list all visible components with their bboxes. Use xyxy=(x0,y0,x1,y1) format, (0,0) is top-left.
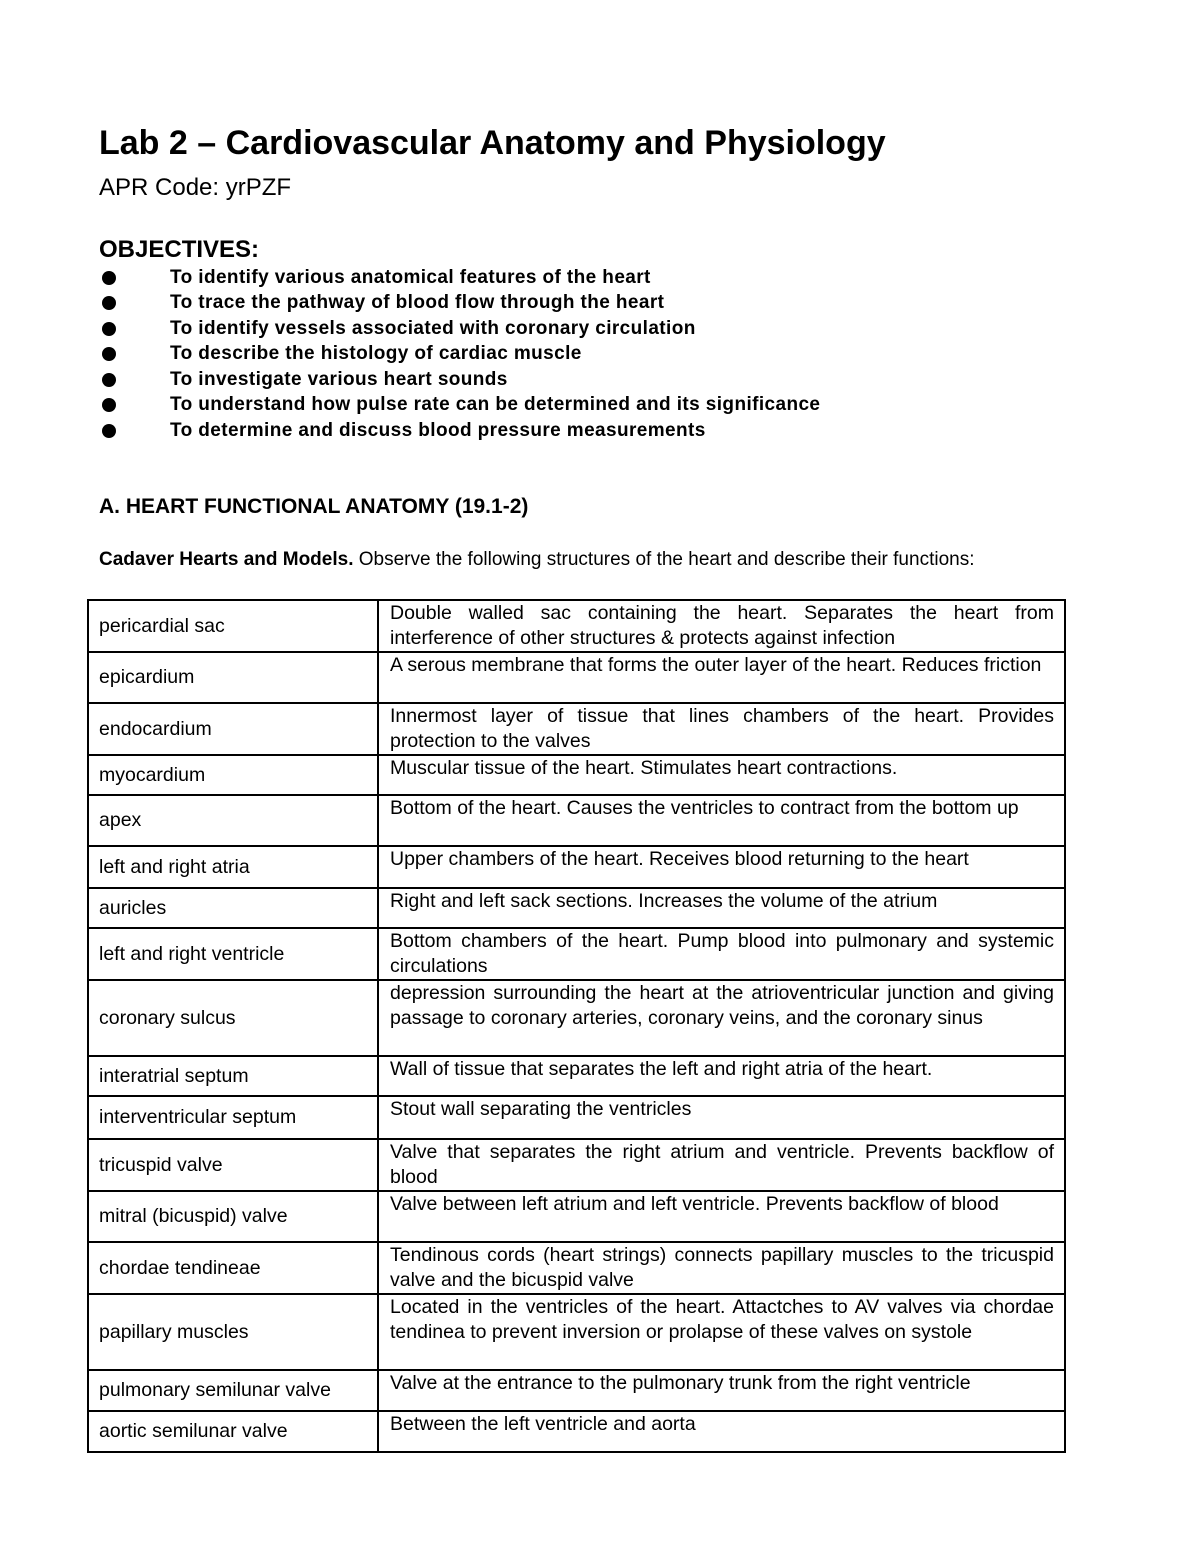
table-row xyxy=(88,600,1065,652)
structure-term: pericardial sac xyxy=(88,600,378,652)
structure-term: tricuspid valve xyxy=(88,1139,378,1191)
structure-description: Wall of tissue that separates the left and right atria of the heart. xyxy=(378,1056,1065,1096)
structure-description: Upper chambers of the heart. Receives blood returning to the heart xyxy=(378,846,1065,888)
structure-description: Valve that separates the right atrium and ventricle. Prevents backflow of blood xyxy=(378,1139,1065,1191)
table-row xyxy=(88,755,1065,795)
structure-description: Bottom chambers of the heart. Pump blood into pulmonary and systemic circulations xyxy=(378,928,1065,980)
table-row xyxy=(88,703,1065,755)
apr-code: APR Code: yrPZF xyxy=(99,174,292,201)
structure-term: aortic semilunar valve xyxy=(88,1411,378,1452)
table-row xyxy=(88,652,1065,703)
structure-description: Right and left sack sections. Increases the volume of the atrium xyxy=(378,888,1065,928)
structure-term: papillary muscles xyxy=(88,1294,378,1370)
bullet-icon xyxy=(102,398,116,412)
structure-description: Tendinous cords (heart strings) connects papillary muscles to the tricuspid valve and the bicuspid valve xyxy=(378,1242,1065,1294)
objective-item xyxy=(99,316,820,342)
table-row xyxy=(88,795,1065,846)
structure-term: pulmonary semilunar valve xyxy=(88,1370,378,1411)
structure-description: Located in the ventricles of the heart. Attactches to AV valves via chordae tendinea to prevent inversion or prolapse of these valves on systole xyxy=(378,1294,1065,1370)
intro-bold-text: Cadaver Hearts and Models. xyxy=(99,549,354,570)
structure-description: A serous membrane that forms the outer layer of the heart. Reduces friction xyxy=(378,652,1065,703)
bullet-icon xyxy=(102,322,116,336)
table-row xyxy=(88,888,1065,928)
structure-description: Double walled sac containing the heart. Separates the heart from interference of other structures & protects against infection xyxy=(378,600,1065,652)
objectives-heading: OBJECTIVES: xyxy=(99,236,260,263)
objective-text: To identify various anatomical features of the heart xyxy=(170,266,651,288)
table-row xyxy=(88,1242,1065,1294)
structure-description: depression surrounding the heart at the atrioventricular junction and giving passage to coronary arteries, coronary veins, and the coronary sinus xyxy=(378,980,1065,1056)
objective-item xyxy=(99,291,820,317)
bullet-icon xyxy=(102,271,116,285)
structure-description: Stout wall separating the ventricles xyxy=(378,1096,1065,1139)
structure-term: mitral (bicuspid) valve xyxy=(88,1191,378,1242)
section-a-intro xyxy=(99,549,974,571)
objective-text: To describe the histology of cardiac muscle xyxy=(170,343,582,365)
objective-item xyxy=(99,265,820,291)
page-title: Lab 2 – Cardiovascular Anatomy and Physiology xyxy=(99,124,886,162)
bullet-icon xyxy=(102,347,116,361)
structure-term: left and right ventricle xyxy=(88,928,378,980)
objective-text: To determine and discuss blood pressure measurements xyxy=(170,419,706,441)
bullet-icon xyxy=(102,424,116,438)
objective-item xyxy=(99,418,820,444)
table-row xyxy=(88,980,1065,1056)
structure-description: Valve at the entrance to the pulmonary trunk from the right ventricle xyxy=(378,1370,1065,1411)
table-row xyxy=(88,1191,1065,1242)
table-row xyxy=(88,1056,1065,1096)
structure-term: endocardium xyxy=(88,703,378,755)
objective-text: To identify vessels associated with coronary circulation xyxy=(170,317,696,339)
objective-text: To investigate various heart sounds xyxy=(170,368,508,390)
structure-term: interventricular septum xyxy=(88,1096,378,1139)
objective-item xyxy=(99,393,820,419)
structure-term: interatrial septum xyxy=(88,1056,378,1096)
table-row xyxy=(88,846,1065,888)
objective-text: To trace the pathway of blood flow through the heart xyxy=(170,292,665,314)
objective-item xyxy=(99,367,820,393)
table-row xyxy=(88,928,1065,980)
structure-term: epicardium xyxy=(88,652,378,703)
objective-item xyxy=(99,342,820,368)
table-row xyxy=(88,1139,1065,1191)
objective-text: To understand how pulse rate can be determined and its significance xyxy=(170,394,821,416)
structure-description: Between the left ventricle and aorta xyxy=(378,1411,1065,1452)
section-a-heading: A. HEART FUNCTIONAL ANATOMY (19.1-2) xyxy=(99,495,529,518)
intro-text: Observe the following structures of the heart and describe their functions: xyxy=(353,549,975,570)
structure-term: coronary sulcus xyxy=(88,980,378,1056)
structure-term: auricles xyxy=(88,888,378,928)
structure-term: left and right atria xyxy=(88,846,378,888)
heart-structures-table xyxy=(87,599,1066,1453)
bullet-icon xyxy=(102,296,116,310)
structure-term: apex xyxy=(88,795,378,846)
structure-description: Bottom of the heart. Causes the ventricles to contract from the bottom up xyxy=(378,795,1065,846)
table-row xyxy=(88,1370,1065,1411)
structure-description: Valve between left atrium and left ventricle. Prevents backflow of blood xyxy=(378,1191,1065,1242)
structure-description: Innermost layer of tissue that lines chambers of the heart. Provides protection to the valves xyxy=(378,703,1065,755)
table-row xyxy=(88,1294,1065,1370)
bullet-icon xyxy=(102,373,116,387)
table-row xyxy=(88,1411,1065,1452)
structure-term: chordae tendineae xyxy=(88,1242,378,1294)
structure-description: Muscular tissue of the heart. Stimulates heart contractions. xyxy=(378,755,1065,795)
table-row xyxy=(88,1096,1065,1139)
objectives-list xyxy=(99,265,820,444)
structure-term: myocardium xyxy=(88,755,378,795)
